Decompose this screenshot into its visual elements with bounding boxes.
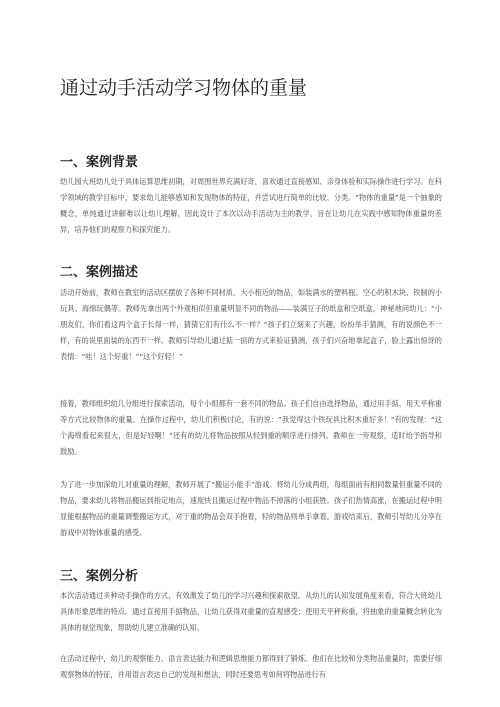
paragraph-background-1: 幼儿园大班幼儿处于具体运算思维初期，对周围世界充满好奇，喜欢通过直接感知、亲身体验和实际操作进行学习。在科学领域的教学目标中，要求幼儿能够感知和发现物体的特征，并尝试进行简单的比较、分类。“物体的重量”是一个抽象的概念，单纯通过讲解难以让幼儿理解，因此设计了本次以动手活动为主的教学，旨在让幼儿在实践中感知物体重量的差异，培养他们的观察力和探究能力。 [60, 177, 442, 234]
section-heading-description: 二、案例描述 [60, 265, 139, 280]
paragraph-description-1: 活动开始前，教师在教室的活动区摆放了各种不同材质、大小相近的物品，如装满水的塑料瓶、空心的积木块、铁制的小玩具、海绵玩偶等。教师先拿出两个外观相似但重量明显不同的物品——装满豆子的纸盒和空纸盒，神秘地问幼儿：“小朋友们，你们看这两个盒子长得一样，猜猜它们有什么不一样？”孩子们立刻来了兴趣，纷纷举手猜测，有的说颜色不一样，有的说里面装的东西不一样。教师引导幼儿通过掂一掂的方式来验证猜测，孩子们兴奋地拿起盒子，脸上露出惊讶的表情：“哇！这个好重！”“这个好轻！” [60, 288, 442, 361]
document-title: 通过动手活动学习物体的重量 [60, 77, 308, 99]
paragraph-description-2: 接着，教师组织幼儿分组进行探索活动，每个小组都有一套不同的物品。孩子们自由选择物品，通过用手掂、用天平称重等方式比较物体的重量。在操作过程中，幼儿们积极讨论，有的说：“我觉得这个铁玩具比积木重好多！”有的发现：“这个海绵看起来很大，但是好轻啊！”还有的幼儿将物品按照从轻到重的顺序进行排列。教师在一旁观察，适时给予指导和鼓励。 [60, 399, 442, 456]
section-heading-background: 一、案例背景 [60, 155, 139, 170]
paragraph-description-3: 为了进一步加深幼儿对重量的理解，教师开展了“搬运小能手”游戏。将幼儿分成两组，每组面前有相同数量但重量不同的物品，要求幼儿将物品搬运到指定地点，速度快且搬运过程中物品不掉落的小组获胜。孩子们热情高涨，在搬运过程中明显能根据物品的重量调整搬运方式，对于重的物品会双手抱着，轻的物品则单手拿着。游戏结束后，教师引导幼儿分享在游戏中对物体重量的感受。 [60, 480, 442, 537]
section-heading-analysis: 三、案例分析 [60, 569, 139, 584]
paragraph-analysis-2: 在活动过程中，幼儿的观察能力、语言表达能力和逻辑思维能力都得到了锻炼。他们在比较和分类物品重量时，需要仔细观察物体的特征，并用语言表达自己的发现和想法，同时还要思考如何将物品进行有 [60, 654, 442, 679]
paragraph-analysis-1: 本次活动通过多种动手操作的方式，有效激发了幼儿的学习兴趣和探索欲望。从幼儿的认知发展角度来看，符合大班幼儿具体形象思维的特点。通过直接用手掂物品，让幼儿获得对重量的直观感受；使用天平秤称重，将抽象的重量概念转化为具体的视觉现象，帮助幼儿建立准确的认知。 [60, 591, 442, 632]
